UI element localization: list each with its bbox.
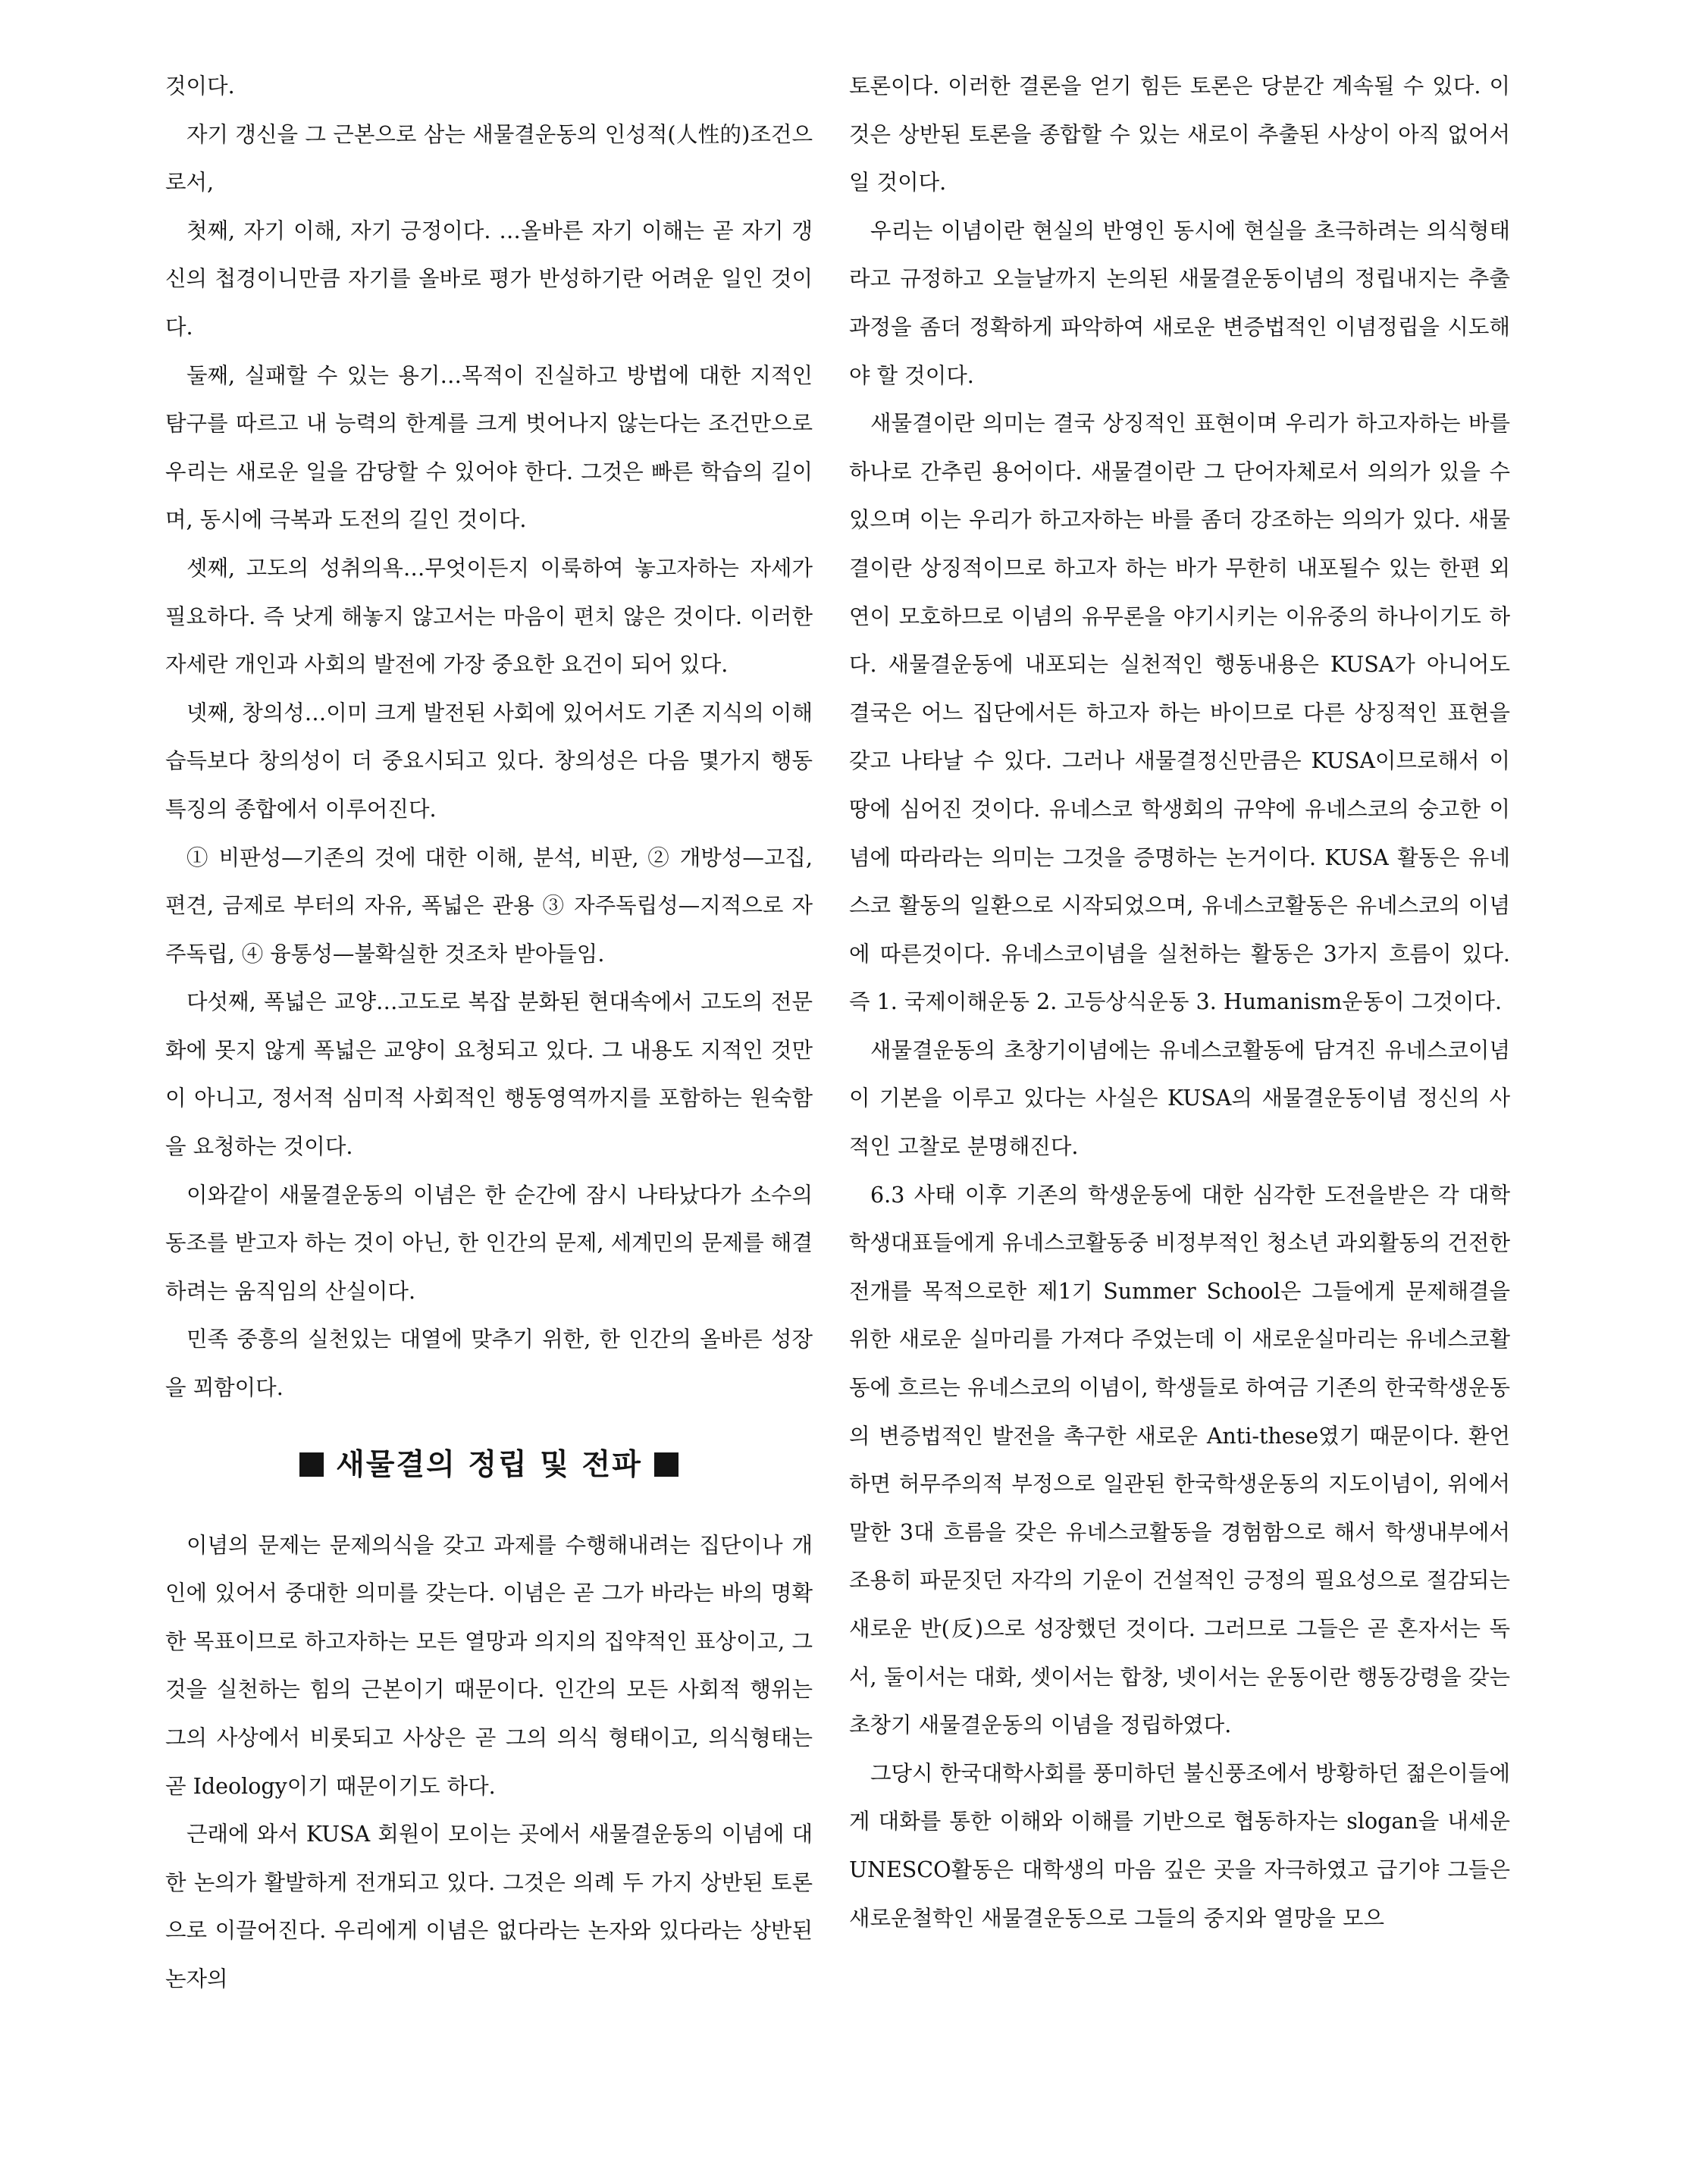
paragraph: 우리는 이념이란 현실의 반영인 동시에 현실을 초극하려는 의식형태라고 규정하고 오늘날까지 논의된 새물결운동이념의 정립내지는 추출과정을 좀더 정확하게 파악하여 새로운 변증법적인 이념정립을 시도해야 할 것이다.	[849, 218, 1510, 388]
paragraph: 그당시 한국대학사회를 풍미하던 불신풍조에서 방황하던 젊은이들에게 대화를 통한 이해와 이해를 기반으로 협동하자는 slogan을 내세운 UNESCO활동은 대학생의 마음 깊은 곳을 자극하였고 급기야 그들은 새로운철학인 새물결운동으로 그들의 중지와 열망을 모으	[849, 1760, 1510, 1931]
paragraph: 근래에 와서 KUSA 회원이 모이는 곳에서 새물결운동의 이념에 대한 논의가 활발하게 전개되고 있다. 그것은 의례 두 가지 상반된 토론으로 이끌어진다. 우리에게 이념은 없다라는 논자와 있다라는 상반된 논자의	[165, 1822, 813, 1991]
paragraph: 새물결운동의 초창기이념에는 유네스코활동에 담겨진 유네스코이념이 기본을 이루고 있다는 사실은 KUSA의 새물결운동이념 정신의 사적인 고찰로 분명해진다.	[849, 1037, 1510, 1160]
paragraph: 둘째, 실패할 수 있는 용기…목적이 진실하고 방법에 대한 지적인 탐구를 따르고 내 능력의 한계를 크게 벗어나지 않는다는 조건만으로 우리는 새로운 일을 감당할 수 있어야 한다. 그것은 빠른 학습의 길이며, 동시에 극복과 도전의 길인 것이다.	[165, 362, 813, 533]
black-square-icon	[299, 1452, 324, 1477]
paragraph: 첫째, 자기 이해, 자기 긍정이다. …올바른 자기 이해는 곧 자기 갱신의 첩경이니만큼 자기를 올바로 평가 반성하기란 어려운 일인 것이다.	[165, 218, 813, 340]
paragraph: 이념의 문제는 문제의식을 갖고 과제를 수행해내려는 집단이나 개인에 있어서 중대한 의미를 갖는다. 이념은 곧 그가 바라는 바의 명확한 목표이므로 하고자하는 모든 열망과 의지의 집약적인 표상이고, 그것을 실천하는 힘의 근본이기 때문이다. 인간의 모든 사회적 행위는 그의 사상에서 비롯되고 사상은 곧 그의 의식 형태이고, 의식형태는 곧 Ideology이기 때문이기도 하다.	[165, 1532, 813, 1799]
paragraph: 다섯째, 폭넓은 교양…고도로 복잡 분화된 현대속에서 고도의 전문화에 못지 않게 폭넓은 교양이 요청되고 있다. 그 내용도 지적인 것만이 아니고, 정서적 심미적 사회적인 행동영역까지를 포함하는 원숙함을 요청하는 것이다.	[165, 989, 813, 1160]
paragraph: 이와같이 새물결운동의 이념은 한 순간에 잠시 나타났다가 소수의 동조를 받고자 하는 것이 아닌, 한 인간의 문제, 세계민의 문제를 해결하려는 움직임의 산실이다.	[165, 1182, 813, 1304]
paragraph: 넷째, 창의성…이미 크게 발전된 사회에 있어서도 기존 지식의 이해 습득보다 창의성이 더 중요시되고 있다. 창의성은 다음 몇가지 행동 특징의 종합에서 이루어진다.	[165, 700, 813, 822]
paragraph: 민족 중흥의 실천있는 대열에 맞추기 위한, 한 인간의 올바른 성장을 꾀함이다.	[165, 1327, 813, 1401]
section-heading-text: 새물결의 정립 및 전파	[336, 1447, 642, 1482]
paragraph: 토론이다. 이러한 결론을 얻기 힘든 토론은 당분간 계속될 수 있다. 이것은 상반된 토론을 종합할 수 있는 새로이 추출된 사상이 아직 없어서 일 것이다.	[849, 74, 1510, 196]
left-column	[165, 62, 813, 2004]
paragraph: 새물결이란 의미는 결국 상징적인 표현이며 우리가 하고자하는 바를 하나로 간추린 용어이다. 새물결이란 그 단어자체로서 의의가 있을 수 있으며 이는 우리가 하고자하는 바를 좀더 강조하는 의의가 있다. 새물결이란 상징적이므로 하고자 하는 바가 무한히 내포될수 있는 한편 외연이 모호하므로 이념의 유무론을 야기시키는 이유중의 하나이기도 하다. 새물결운동에 내포되는 실천적인 행동내용은 KUSA가 아니어도 결국은 어느 집단에서든 하고자 하는 바이므로 다른 상징적인 표현을 갖고 나타날 수 있다. 그러나 새물결정신만큼은 KUSA이므로해서 이 땅에 심어진 것이다. 유네스코 학생회의 규약에 유네스코의 숭고한 이념에 따라라는 의미는 그것을 증명하는 논거이다. KUSA 활동은 유네스코 활동의 일환으로 시작되었으며, 유네스코활동은 유네스코의 이념에 따른것이다. 유네스코이념을 실천하는 활동은 3가지 흐름이 있다. 즉 1. 국제이해운동 2. 고등상식운동 3. Humanism운동이 그것이다.	[849, 411, 1510, 1015]
paragraph: ① 비판성—기존의 것에 대한 이해, 분석, 비판, ② 개방성—고집, 편견, 금제로 부터의 자유, 폭넓은 관용 ③ 자주독립성—지적으로 자주독립, ④ 융통성—불확실한 것조차 받아들임.	[165, 844, 813, 967]
right-column	[849, 62, 1510, 1942]
section-heading	[165, 1444, 813, 1487]
paragraph: 셋째, 고도의 성취의욕…무엇이든지 이룩하여 놓고자하는 자세가 필요하다. 즉 낫게 해놓지 않고서는 마음이 편치 않은 것이다. 이러한 자세란 개인과 사회의 발전에 가장 중요한 요건이 되어 있다.	[165, 555, 813, 678]
paragraph: 자기 갱신을 그 근본으로 삼는 새물결운동의 인성적(人性的)조건으로서,	[165, 121, 813, 196]
black-square-icon	[654, 1452, 678, 1477]
paragraph: 6.3 사태 이후 기존의 학생운동에 대한 심각한 도전을받은 각 대학 학생대표들에게 유네스코활동중 비정부적인 청소년 과외활동의 건전한 전개를 목적으로한 제1기 Summer School은 그들에게 문제해결을 위한 새로운 실마리를 가져다 주었는데 이 새로운실마리는 유네스코활동에 흐르는 유네스코의 이념이, 학생들로 하여금 기존의 한국학생운동의 변증법적인 발전을 촉구한 새로운 Anti-these였기 때문이다. 환언하면 허무주의적 부정으로 일관된 한국학생운동의 지도이념이, 위에서 말한 3대 흐름을 갖은 유네스코활동을 경험함으로 해서 학생내부에서 조용히 파문짓던 자각의 기운이 건설적인 긍정의 필요성으로 절감되는 새로운 반(反)으로 성장했던 것이다. 그러므로 그들은 곧 혼자서는 독서, 둘이서는 대화, 셋이서는 합창, 넷이서는 운동이란 행동강령을 갖는 초창기 새물결운동의 이념을 정립하였다.	[849, 1182, 1510, 1738]
paragraph: 것이다.	[165, 74, 235, 99]
